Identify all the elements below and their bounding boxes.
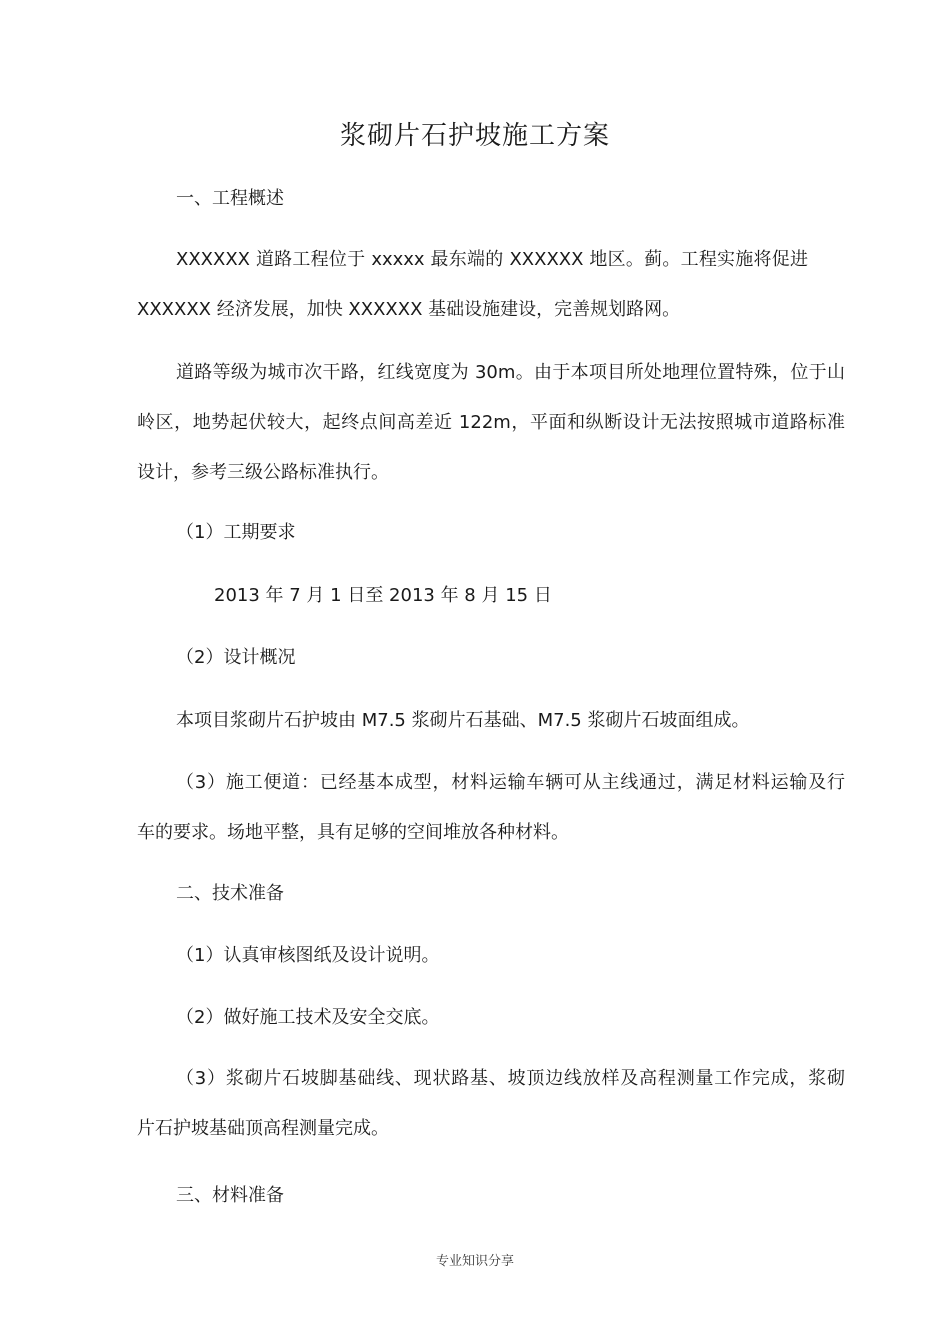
subsection-heading-schedule: （1）工期要求 xyxy=(176,522,296,543)
section-heading-technical: 二、技术准备 xyxy=(176,883,284,904)
paragraph-line: XXXXXX 道路工程位于 xxxxx 最东端的 XXXXXX 地区。蓟。工程实施将促进 xyxy=(176,249,808,270)
paragraph-line: 设计，参考三级公路标准执行。 xyxy=(137,462,389,483)
subsection-heading-design: （2）设计概况 xyxy=(176,647,296,668)
page-footer: 专业知识分享 xyxy=(435,1254,514,1269)
paragraph-line: 车的要求。场地平整，具有足够的空间堆放各种材料。 xyxy=(137,822,569,843)
paragraph-line: （3）施工便道：已经基本成型，材料运输车辆可从主线通过，满足材料运输及行 xyxy=(176,772,845,793)
paragraph-line: 本项目浆砌片石护坡由 M7.5 浆砌片石基础、M7.5 浆砌片石坡面组成。 xyxy=(176,710,750,731)
section-heading-overview: 一、工程概述 xyxy=(176,188,284,209)
list-item: （2）做好施工技术及安全交底。 xyxy=(176,1007,440,1028)
section-heading-materials: 三、材料准备 xyxy=(176,1185,284,1206)
schedule-dates: 2013 年 7 月 1 日至 2013 年 8 月 15 日 xyxy=(214,585,552,606)
document-title: 浆砌片石护坡施工方案 xyxy=(339,121,610,151)
list-item: （3）浆砌片石坡脚基础线、现状路基、坡顶边线放样及高程测量工作完成，浆砌 xyxy=(176,1068,845,1089)
paragraph-line: 岭区，地势起伏较大，起终点间高差近 122m，平面和纵断设计无法按照城市道路标准 xyxy=(137,412,845,433)
paragraph-line: 片石护坡基础顶高程测量完成。 xyxy=(137,1118,389,1139)
paragraph-line: 道路等级为城市次干路，红线宽度为 30m。由于本项目所处地理位置特殊，位于山 xyxy=(176,362,845,383)
list-item: （1）认真审核图纸及设计说明。 xyxy=(176,945,440,966)
paragraph-line: XXXXXX 经济发展，加快 XXXXXX 基础设施建设，完善规划路网。 xyxy=(137,299,681,320)
